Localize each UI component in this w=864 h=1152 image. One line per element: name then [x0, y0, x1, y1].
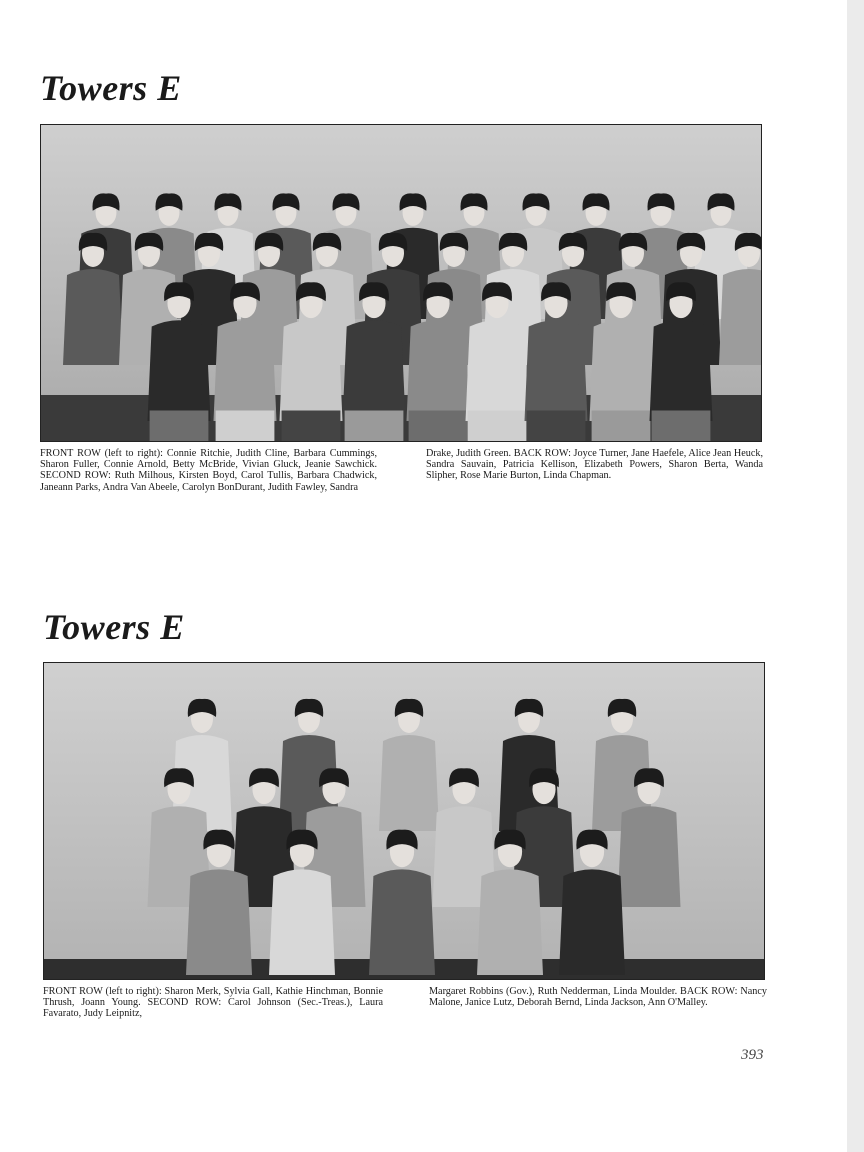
- person-silhouette: [559, 869, 625, 975]
- person-silhouette: [269, 869, 335, 975]
- person-silhouette: [63, 269, 123, 365]
- person-silhouette: [280, 320, 343, 421]
- person-silhouette: [477, 869, 543, 975]
- person-silhouette: [369, 869, 435, 975]
- person-silhouette: [525, 320, 588, 421]
- person-silhouette: [650, 320, 713, 421]
- group-photo-1: [40, 124, 762, 442]
- person-silhouette: [148, 320, 211, 421]
- section-title-1: Towers E: [40, 68, 182, 108]
- section-title-2: Towers E: [43, 607, 185, 647]
- person-silhouette: [618, 806, 681, 907]
- group-photo-2: [43, 662, 765, 980]
- caption-2-col1: FRONT ROW (left to right): Sharon Merk, Sylvia Gall, Kathie Hinchman, Bonnie Thrush, Joann Young. SECOND ROW: Carol Johnson (Sec.-Treas.), Laura Favarato, Judy Leipnitz,: [43, 986, 383, 1020]
- person-silhouette: [186, 869, 252, 975]
- page-edge: [847, 0, 864, 1152]
- person-skirt: [468, 411, 527, 442]
- caption-1-col1: FRONT ROW (left to right): Connie Ritchie, Judith Cline, Barbara Cummings, Sharon Fuller, Connie Arnold, Betty McBride, Vivian Gluck, Jeanie Sawchick. SECOND ROW: Ruth Milhous, Kirsten Boyd, Carol Tullis, Barbara Chadwick, Janeann Parks, Andra Van Abeele, Carolyn BonDurant, Judith Fawley, Sandra: [40, 448, 377, 493]
- person-skirt: [527, 411, 586, 442]
- person-skirt: [652, 411, 711, 442]
- caption-1-col2: Drake, Judith Green. BACK ROW: Joyce Turner, Jane Haefele, Alice Jean Heuck, Sandra Sauvain, Patricia Kellison, Elizabeth Powers, Sharon Berta, Wanda Slipher, Rose Marie Burton, Linda Chapman.: [426, 448, 763, 482]
- person-silhouette: [407, 320, 470, 421]
- caption-2-col2: Margaret Robbins (Gov.), Ruth Nedderman, Linda Moulder. BACK ROW: Nancy Malone, Janice Lutz, Deborah Bernd, Linda Jackson, Ann O'Malley.: [429, 986, 767, 1009]
- person-silhouette: [590, 320, 653, 421]
- person-skirt: [409, 411, 468, 442]
- person-skirt: [282, 411, 341, 442]
- page-number: 393: [741, 1047, 764, 1063]
- people-figures-1: [63, 193, 761, 441]
- person-silhouette: [343, 320, 406, 421]
- person-silhouette: [214, 320, 277, 421]
- person-skirt: [150, 411, 209, 442]
- person-silhouette: [379, 735, 439, 831]
- person-silhouette: [466, 320, 529, 421]
- person-skirt: [216, 411, 275, 442]
- person-skirt: [345, 411, 404, 442]
- person-skirt: [592, 411, 651, 442]
- person-silhouette: [719, 269, 761, 365]
